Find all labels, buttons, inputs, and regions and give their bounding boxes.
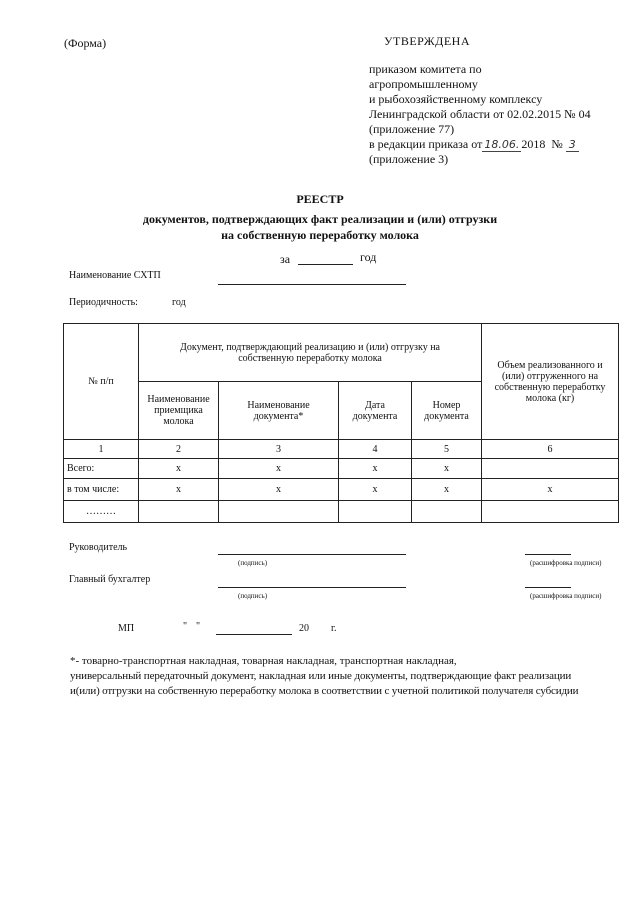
approval-line: и рыбохозяйственному комплексу <box>369 92 543 106</box>
table-cell[interactable] <box>482 459 619 479</box>
col-header-group: Документ, подтверждающий реализацию и (или) отгрузку на собственную переработку молока <box>139 324 482 382</box>
table-cell[interactable] <box>412 501 482 523</box>
row-label: в том числе: <box>64 479 139 501</box>
head-decode-caption: (расшифровка подписи) <box>530 559 602 567</box>
table-row <box>64 459 619 479</box>
stamp-label: МП <box>118 623 135 634</box>
accountant-signature-line[interactable] <box>218 587 406 588</box>
document-subtitle-line1: документов, подтверждающих факт реализации и (или) отгрузки <box>142 212 498 226</box>
org-name-label: Наименование СХТП <box>69 270 161 281</box>
col-header-num: № п/п <box>64 324 139 440</box>
index-cell: 5 <box>412 440 482 459</box>
approved-title: УТВЕРЖДЕНА <box>384 34 471 48</box>
approval-line: агропромышленному <box>369 77 478 91</box>
revision-number-handwritten: 3 <box>566 138 579 152</box>
row-label: ……… <box>64 501 139 523</box>
col-header-volume: Объем реализованного и (или) отгруженного на собственную переработку молока (кг) <box>482 324 619 440</box>
date-year-suffix: г. <box>331 623 337 634</box>
head-decode-line[interactable] <box>525 554 571 555</box>
index-cell: 2 <box>139 440 219 459</box>
head-signature-caption: (подпись) <box>238 559 268 567</box>
registry-table <box>63 323 619 523</box>
approval-line: Ленинградской области от 02.02.2015 № 04 <box>369 107 591 121</box>
table-cell: x <box>412 479 482 501</box>
index-row <box>64 440 619 459</box>
date-month-blank[interactable] <box>216 634 292 635</box>
revision-line <box>369 137 579 152</box>
index-cell: 1 <box>64 440 139 459</box>
col-header-receiver: Наименование приемщика молока <box>139 382 219 440</box>
accountant-signature-caption: (подпись) <box>238 592 268 600</box>
table-cell: x <box>339 459 412 479</box>
period-suffix: год <box>360 250 377 264</box>
periodicity-label: Периодичность: <box>69 297 138 308</box>
table-row <box>64 501 619 523</box>
table-cell: x <box>412 459 482 479</box>
revision-date-handwritten: 18.06. <box>484 138 520 151</box>
table-cell: x <box>219 479 339 501</box>
period-year-blank[interactable] <box>298 264 353 265</box>
footnote-line2: универсальный передаточный документ, накладная или иные документы, подтверждающие факт реализации <box>70 670 572 682</box>
index-cell: 4 <box>339 440 412 459</box>
accountant-label: Главный бухгалтер <box>69 574 151 585</box>
org-name-blank[interactable] <box>218 284 406 285</box>
form-label: (Форма) <box>64 36 107 50</box>
table-cell: x <box>219 459 339 479</box>
index-cell: 6 <box>482 440 619 459</box>
table-cell[interactable] <box>339 501 412 523</box>
approval-line: (приложение 77) <box>369 122 455 136</box>
head-signature-line[interactable] <box>218 554 406 555</box>
document-title: РЕЕСТР <box>296 192 344 206</box>
col-header-doc-number: Номер документа <box>412 382 482 440</box>
date-year-prefix: 20 <box>299 623 309 634</box>
index-cell: 3 <box>219 440 339 459</box>
col-header-doc-name: Наименование документа* <box>219 382 339 440</box>
table-cell[interactable] <box>482 501 619 523</box>
footnote-line3: и(или) отгрузки на собственную переработку молока в соответствии с учетной политикой получателя субсидии <box>70 685 579 697</box>
revision-prefix: в редакции приказа от <box>369 137 483 151</box>
accountant-decode-caption: (расшифровка подписи) <box>530 592 602 600</box>
table-cell[interactable] <box>219 501 339 523</box>
date-quote-open: " <box>183 621 188 632</box>
head-label: Руководитель <box>69 542 128 553</box>
date-quote-close: " <box>196 621 201 632</box>
table-cell: x <box>139 459 219 479</box>
table-cell: x <box>139 479 219 501</box>
period-prefix: за <box>280 252 291 266</box>
periodicity-value: год <box>172 297 186 308</box>
row-label: Всего: <box>64 459 139 479</box>
revision-year: 2018 <box>521 137 546 151</box>
table-row <box>64 479 619 501</box>
revision-no-label: № <box>551 137 563 151</box>
footnote-line1: *- товарно-транспортная накладная, товарная накладная, транспортная накладная, <box>70 655 457 667</box>
document-subtitle-line2: на собственную переработку молока <box>221 228 419 242</box>
table-cell: x <box>482 479 619 501</box>
table-cell: x <box>339 479 412 501</box>
accountant-decode-line[interactable] <box>525 587 571 588</box>
revision-appendix: (приложение 3) <box>369 152 449 166</box>
table-cell[interactable] <box>139 501 219 523</box>
col-header-doc-date: Дата документа <box>339 382 412 440</box>
approval-line: приказом комитета по <box>369 62 482 76</box>
